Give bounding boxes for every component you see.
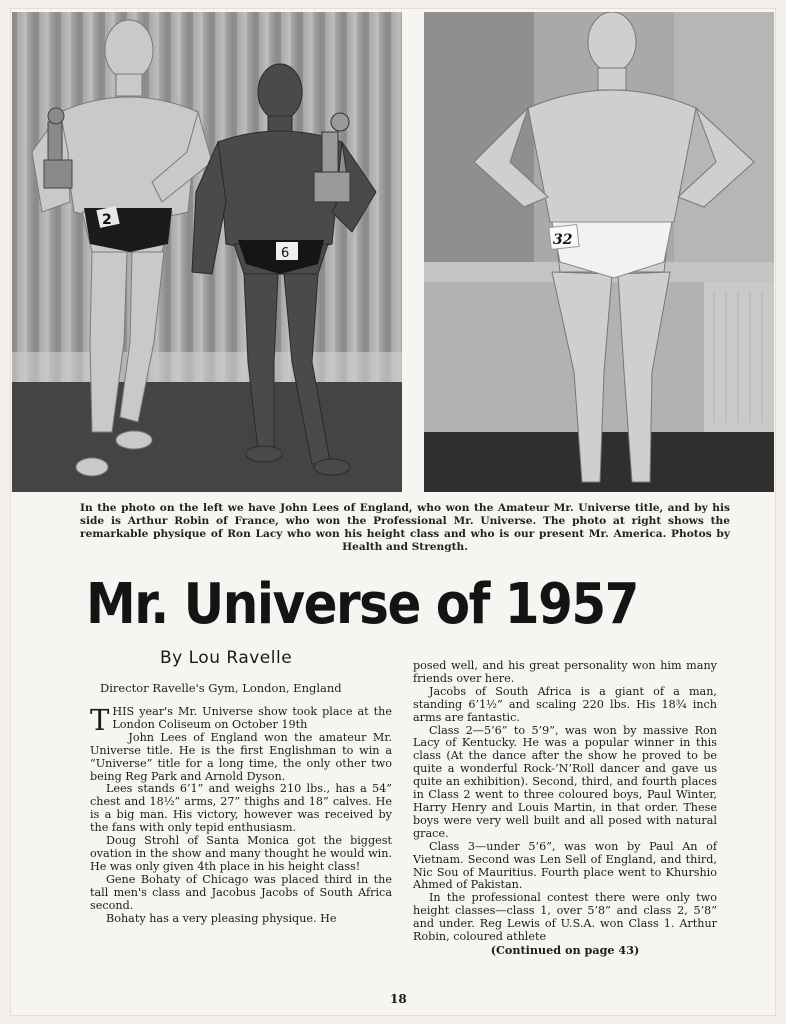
article-byline: By Lou Ravelle [160, 648, 293, 668]
photo-left-lees-and-robin [12, 12, 402, 492]
lead-text: HIS year's Mr. Universe show took place at the London Coliseum on October 19th [112, 705, 392, 731]
photo-left-card-1: 2 [102, 212, 112, 228]
photo-left-card-2: 6 [281, 246, 290, 261]
author-affiliation: Director Ravelle's Gym, London, England [100, 681, 342, 695]
paragraph-continued: posed well, and his great personality won him many friends over here. [413, 659, 717, 685]
article-column-left [90, 703, 392, 925]
photo-right-card: 32 [553, 232, 573, 248]
photo-caption: In the photo on the left we have John Lees of England, who won the Amateur Mr. Universe title, and by his side is Arthur Robin of France, who won the Professional Mr. Universe. The photo at right shows the remarkable physique of Ron Lacy who won his height class and who is our present Mr. America. Photos by Health and Strength. [80, 502, 730, 553]
photo-left-illustration [12, 12, 402, 492]
paragraph: In the professional contest there were only two height classes—class 1, over 5’8” and class 2, 5’8” and under. Reg Lewis of U.S.A. won Class 1. Arthur Robin, coloured athlete [413, 891, 717, 944]
article-headline: Mr. Universe of 1957 [86, 571, 638, 637]
paragraph: Class 3—under 5’6”, was won by Paul An of Vietnam. Second was Len Sell of England, and third, Nic Sou of Mauritius. Fourth place went to Khurshio Ahmed of Pakistan. [413, 839, 717, 892]
paragraph: Class 2—5’6” to 5’9”, was won by massive Ron Lacy of Kentucky. He was a popular winner in this class (At the dance after the show he proved to be quite a wonderful Rock-’N’Roll dancer and gave us quite an exhibition). Second, third, and fourth places in Class 2 went to three coloured boys, Paul Winter, Harry Henry and Louis Martin, in that order. These boys were very well built and all posed with natural grace. [413, 723, 717, 840]
continued-note: (Continued on page 43) [490, 942, 640, 957]
magazine-page [10, 8, 776, 1016]
paragraph: Bohaty has a very pleasing physique. He [106, 911, 337, 925]
paragraph: Jacobs of South Africa is a giant of a man, standing 6’1½” and scaling 220 lbs. His 18¾ inch arms are fantastic. [413, 684, 717, 724]
paragraph: John Lees of England won the amateur Mr. Universe title. He is the first Englishman to win a “Universe” title for a long time, the only other two being Reg Park and Arnold Dyson. [90, 730, 392, 783]
page-number: 18 [390, 992, 407, 1006]
article-column-right [413, 660, 717, 957]
paragraph: Lees stands 6’1” and weighs 210 lbs., has a 54” chest and 18½” arms, 27” thighs and 18” calves. He is a big man. His victory, however was received by the fans with only tepid enthusiasm. [90, 782, 392, 835]
paragraph-lead [90, 703, 392, 737]
paragraph: Gene Bohaty of Chicago was placed third in the tall men's class and Jacobus Jacobs of South Africa second. [90, 872, 392, 912]
photo-right-ron-lacy [424, 12, 774, 492]
photo-right-illustration [424, 12, 774, 492]
drop-cap: T [90, 703, 110, 737]
paragraph: Doug Strohl of Santa Monica got the biggest ovation in the show and many thought he would win. He was only given 4th place in his height class! [90, 834, 392, 873]
